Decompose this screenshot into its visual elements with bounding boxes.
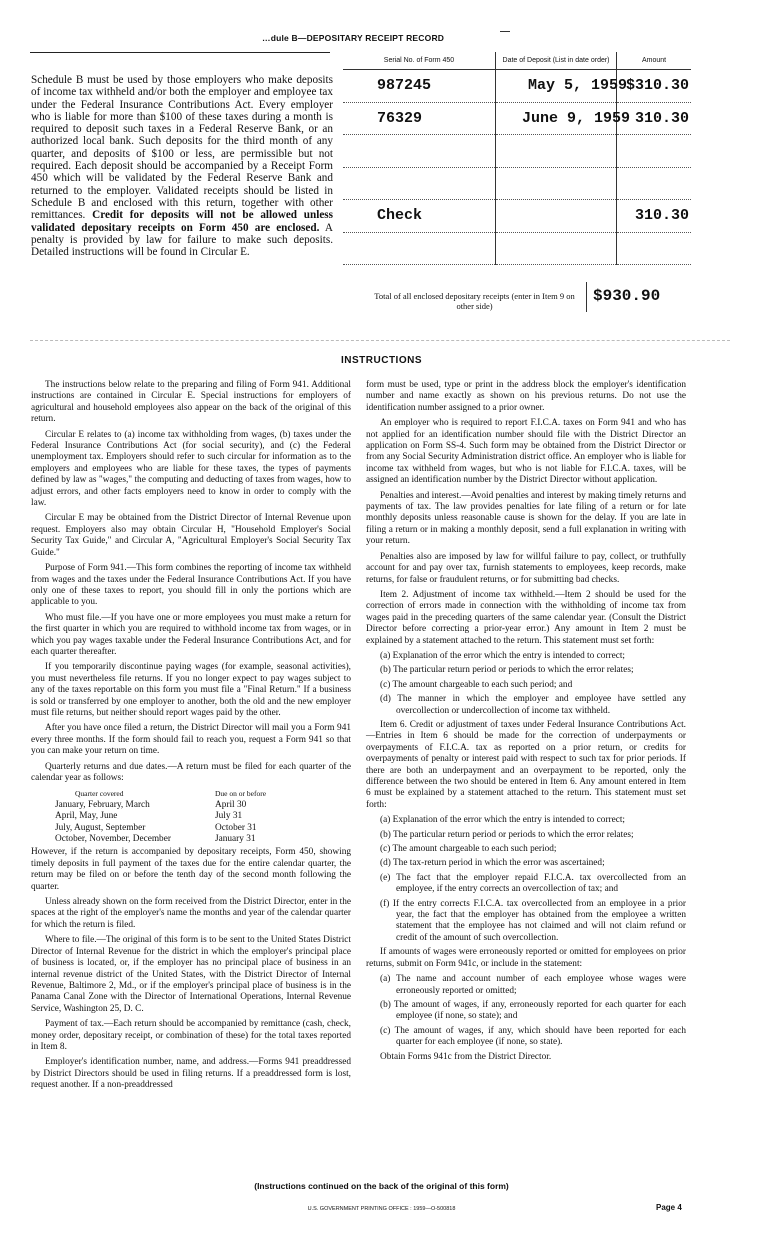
table-row: [343, 232, 691, 265]
instruction-paragraph: The instructions below relate to the preparing and filing of Form 941. Additional instructions are contained in Circular E. Special instructions for employers of agricultural and household employees also appear on the back of the original of this return.: [31, 380, 351, 425]
quarter-covered: January, February, March: [55, 799, 150, 810]
instruction-paragraph: Circular E may be obtained from the District Director of Internal Revenue upon request. Employers also may obtain Circular H, "Household Employer's Social Security Tax Guide," and Circular A, "Agricultural Employer's Social Security Tax Guide.": [31, 513, 351, 558]
instructions-right-column: [366, 380, 686, 1067]
schedule-intro: [31, 74, 333, 258]
instruction-paragraph: Where to file.—The original of this form is to be sent to the United States District Director of Internal Revenue for the district in which the employer's principal place of business is located, or, if the employer has no principal place of business in an internal revenue district of the United States, with the District Director of Internal Revenue, Baltimore 2, Md., or if the employer's principal place of business is in the Panama Canal Zone with the Director of International Operations, Internal Revenue Service, Washington 25, D. C.: [31, 935, 351, 1014]
instruction-paragraph: Purpose of Form 941.—This form combines the reporting of income tax withheld from wages and the taxes under the Federal Insurance Contributions Act. If you have only one of these taxes to report, you should fill in only the portions which are applicable to you.: [31, 563, 351, 608]
instruction-paragraph: An employer who is required to report F.I.C.A. taxes on Form 941 and who has not applied for an identification number should file with the District Director an application on Form SS-4. Such form may be obtained from the District Director or from any Social Security Administration district office. An employer who is liable for income tax withheld from wages, but who is not liable for F.I.C.A. taxes, will be assigned an identification number by the District Director without application.: [366, 418, 686, 486]
quarter-due-table: [55, 788, 285, 845]
list-item: (b) The particular return period or periods to which the error relates;: [380, 665, 634, 676]
instruction-paragraph: Employer's identification number, name, and address.—Forms 941 preaddressed by District Directors should be used in filing returns. If a preaddressed form is lost, request another. If a non-preaddressed: [31, 1057, 351, 1091]
list-item: (e) The fact that the employer repaid F.I.C.A. tax overcollected from an employee, if the entry corrects an overcollection of tax; and: [380, 872, 686, 895]
table-row: [343, 200, 691, 233]
list-item: (c) The amount chargeable to each such period; and: [380, 679, 573, 690]
col-amount-header: Amount: [617, 52, 691, 70]
instruction-paragraph: However, if the return is accompanied by depositary receipts, Form 450, showing timely deposits in full payment of the taxes due for the entire calendar quarter, the return may be filed on or before the tenth day of the second month following the quarter.: [31, 847, 351, 892]
intro-part-2: Credit for deposits will not be allowed unless validated depositary receipts on Form 450 are enclosed.: [31, 209, 333, 234]
list-item: (d) The tax-return period in which the error was ascertained;: [380, 858, 605, 869]
intro-part-1: Schedule B must be used by those employers who make deposits of income tax withheld and/or both the employer and employee tax under the Federal Insurance Contributions Act. Every employer who is liable for more than $100 of these taxes during a month is required to deposit such taxes in a Federal Reserve Bank, or an authorized local bank. Such deposits for the third month of any quarter, and deposits of $100 or less, are permissible but not required. Each deposit should be accompanied by a Receipt Form 450 which will be validated by the Federal Reserve Bank and returned to the employer. Validated receipts should be listed in Schedule B and enclosed with this return, together with other remittances.: [31, 74, 333, 222]
instruction-paragraph: Item 6. Credit or adjustment of taxes under Federal Insurance Contributions Act.—Entries in Item 6 should be made for the correction of underpayments or overpayments of F.I.C.A. tax as reported on a prior return, or credits for overpayments of penalty or interest paid with respect to such tax for prior periods. If there are both an underpayment and an overpayment to be reported, only the difference between the two should be entered in Item 6. Any amount entered in Item 6 must be explained by a statement attached to the return. This statement must set forth:: [366, 719, 686, 810]
date-cell: [496, 167, 617, 200]
header-rule: [30, 52, 330, 53]
list-item: (a) The name and account number of each employee whose wages were erroneously reported or omitted;: [380, 974, 686, 996]
col-date-header: Date of Deposit (List in date order): [496, 52, 617, 70]
quarter-table-head-cell: Due on or before: [215, 789, 267, 799]
list-item: (f) If the entry corrects F.I.C.A. tax overcollected from an employee in a prior year, the fact that the employer has obtained from the employee a written statement that the employee has not claimed and will not claim refund or credit of the amount of such overcollection.: [380, 898, 686, 943]
col-serial-header: Serial No. of Form 450: [343, 52, 496, 70]
page-number: Page 4: [656, 1203, 682, 1212]
intro-part-3: A penalty is provided by law for failure to make such deposits. Detailed instructions will be found in Circular E.: [31, 221, 333, 259]
serial-cell: [343, 135, 496, 168]
list-item: (d) The manner in which the employer and employee have settled any overcollection or undercollection of income tax withheld.: [380, 694, 686, 716]
serial-cell: 987245: [343, 70, 496, 103]
table-header-row: [343, 52, 691, 70]
date-cell: [496, 135, 617, 168]
date-cell: [496, 200, 617, 233]
due-date: January 31: [215, 834, 256, 845]
schedule-title: …dule B—DEPOSITARY RECEIPT RECORD: [262, 33, 445, 43]
total-value: $930.90: [593, 287, 661, 305]
due-date: April 30: [215, 799, 247, 810]
total-label: Total of all enclosed depositary receipts (enter in Item 9 on other side): [374, 291, 575, 311]
quarter-table-row: [55, 823, 285, 834]
list-item: (a) Explanation of the error which the entry is intended to correct;: [380, 815, 625, 826]
date-text: June 9, 1959: [522, 109, 631, 127]
instruction-paragraph: Circular E relates to (a) income tax withholding from wages, (b) taxes under the Federal Insurance Contributions Act (for social security), and (c) the Federal unemployment tax. Employers should refer to such circular for information as to the employers and employees who are liable for these taxes, the types of payments defined by law as "wages," the computing and deducting of taxes from wages, how to adjust errors, and other facts employers need to know in order to comply with the law.: [31, 429, 351, 509]
instruction-paragraph: Item 2. Adjustment of income tax withheld.—Item 2 should be used for the correction of errors made in connection with the withholding of income tax from wages paid in the preceding quarters of the same calendar year. (Consult the District Director before correcting a prior-year error.) Any amount in Item 2 must be explained by a statement attached to the return. This statement must set forth:: [366, 589, 686, 646]
amount-cell: [617, 232, 691, 265]
quarter-covered: October, November, December: [55, 834, 171, 845]
serial-cell: [343, 232, 496, 265]
instruction-paragraph: If amounts of wages were erroneously reported or omitted for employees on prior returns, submit on Form 941c, or include in the statement:: [366, 947, 686, 969]
amount-cell: 310.30: [617, 102, 691, 135]
instruction-paragraph: Obtain Forms 941c from the District Director.: [380, 1051, 552, 1062]
table-row: [343, 70, 691, 103]
amount-cell: [617, 135, 691, 168]
quarter-covered: July, August, September: [55, 822, 146, 833]
instruction-paragraph: form must be used, type or print in the address block the employer's identification number and name exactly as shown on his previous returns. Do not use the identification number assigned to a prior owner.: [366, 380, 686, 413]
instruction-paragraph: Quarterly returns and due dates.—A return must be filed for each quarter of the calendar year as follows:: [31, 761, 351, 783]
amount-cell: 310.30: [617, 200, 691, 233]
quarter-table-row: [55, 834, 285, 845]
date-cell: [496, 70, 628, 103]
list-item: (a) Explanation of the error which the entry is intended to correct;: [380, 650, 625, 661]
instruction-paragraph: Unless already shown on the form received from the District Director, enter in the spaces at the right of the employer's name the months and year of the calendar quarter for which the return is filed.: [31, 897, 351, 930]
header-mark: [500, 31, 510, 32]
table-row: [343, 102, 691, 135]
printing-office-note: U.S. GOVERNMENT PRINTING OFFICE : 1959—O-500818: [307, 1206, 456, 1212]
amount-cell: $310.30: [617, 70, 691, 103]
instruction-paragraph: Penalties and interest.—Avoid penalties and interest by making timely returns and payments of tax. The law provides penalties for late filing of a return or for late monthly deposits unless reasonable cause is shown for the delay. If you are late in filing a return or in making a monthly deposit, send a full explanation in writing with your return.: [366, 490, 686, 547]
table-row: [343, 135, 691, 168]
table-row: [343, 167, 691, 200]
section-divider: [30, 340, 730, 341]
depositary-receipt-table: [343, 52, 691, 265]
list-item: (b) The particular return period or periods to which the error relates;: [380, 829, 634, 840]
quarter-table-row: [55, 800, 285, 811]
list-item: (c) The amount chargeable to each such period;: [380, 844, 557, 855]
instructions-title: INSTRUCTIONS: [341, 355, 422, 366]
instruction-paragraph: Penalties also are imposed by law for willful failure to pay, collect, or truthfully account for and pay over tax, furnish statements to employees, keep records, make returns, for false or fraudulent returns, or for submitting bad checks.: [366, 551, 686, 585]
quarter-table-header: [55, 788, 285, 799]
date-cell: [496, 102, 631, 135]
due-date: October 31: [215, 822, 257, 833]
amount-cell: [617, 167, 691, 200]
quarter-table-row: [55, 811, 285, 822]
serial-cell: 76329: [343, 102, 496, 135]
continued-note: (Instructions continued on the back of the original of this form): [254, 1181, 509, 1191]
list-item: (c) The amount of wages, if any, which should have been reported for each quarter for each employee (if none, so state).: [380, 1025, 686, 1048]
instruction-paragraph: If you temporarily discontinue paying wages (for example, seasonal activities), you must nevertheless file returns. If you no longer expect to pay wages subject to any of the taxes reportable on this form you must file a "Final Return." If a business is sold or transferred by one employer to another, both the old and the new employer must file returns, but neither should report wages paid by the other.: [31, 662, 351, 718]
due-date: July 31: [215, 811, 243, 822]
date-text: May 5, 1959: [528, 77, 628, 95]
instruction-paragraph: Payment of tax.—Each return should be accompanied by remittance (cash, check, money order, depositary receipt, or combination of these) for the total taxes reported in Item 8.: [31, 1019, 351, 1052]
quarter-table-head-cell: Quarter covered: [75, 789, 124, 799]
date-cell: [496, 232, 617, 265]
instruction-paragraph: After you have once filed a return, the District Director will mail you a Form 941 every three months. If the form should fail to reach you, request a Form 941 so that you can make your return on time.: [31, 723, 351, 757]
list-item: (b) The amount of wages, if any, erroneously reported for each quarter for each employee (if none, so state); and: [380, 999, 686, 1022]
instruction-paragraph: Who must file.—If you have one or more employees you must make a return for the first quarter in which you are required to withhold income tax from wages, or in which you pay wages taxable under the Federal Insurance Contributions Act, and for each quarter thereafter.: [31, 612, 351, 657]
serial-cell: Check: [343, 200, 496, 233]
quarter-covered: April, May, June: [55, 811, 118, 822]
serial-cell: [343, 167, 496, 200]
instructions-left-column: [31, 380, 351, 1096]
